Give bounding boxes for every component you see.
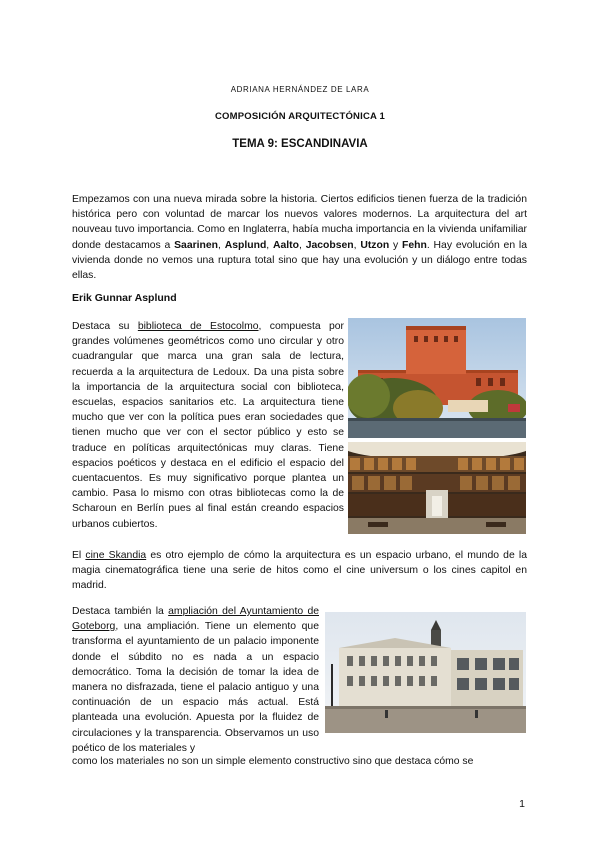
library-link[interactable]: biblioteca de Estocolmo	[137, 321, 259, 332]
topic-title: TEMA 9: ESCANDINAVIA	[232, 138, 368, 150]
architect-name: Jacobsen	[305, 239, 354, 251]
page-number: 1	[519, 798, 525, 810]
intro-paragraph: Empezamos con una nueva mirada sobre la historia. Ciertos edificios tienen fuerza de la tradición histórica pero con voluntad de marcar los nuevos valores modernos. La arquitectura del art nouveau tuvo importancia. Como en Inglaterra, había mucha importancia en la vivienda unifamiliar donde destacamos a Saarinen, Asplund, Aalto, Jacobsen, Utzon y Fehn. Hay evolución en la vivienda donde no vemos una ruptura total sino que hay una evolución y un diálogo entre todas ellas.	[72, 194, 527, 282]
author-name: ADRIANA HERNÁNDEZ DE LARA	[230, 85, 370, 94]
library-interior-photo	[348, 442, 526, 534]
stockholm-library-exterior-photo	[348, 318, 526, 438]
paragraph-cinema: El cine Skandia es otro ejemplo de cómo la arquitectura es un espacio urbano, el mundo de la magia cinematográfica tiene una serie de hitos como el cine universum o los cines capitol en madrid.	[72, 550, 527, 592]
paragraph-library: Destaca su biblioteca de Estocolmo, compuesta por grandes volúmenes geométricos como uno circular y otro cuadrangular que marca una gran sala de lectura, recuerda a la arquitectura de Ledoux. Da una pista sobre la importancia de la arquitectura social con biblioteca, escuelas, espacios sanitarios etc. La arquitectura tiene mucho que ver con la política pues eran sociedades que tienen mucho que ver con el sector público y esto se traduce en políticas arquitectónicas muy claras. Tiene espacios poéticos y destaca en el edificio el espacio del cuentacuentos. Es muy significativo porque plantea un cambio. Pasa lo mismo con otras bibliotecas como la de Scharoun en Berlín pues al final están creando espacios urbanos cubiertos.	[72, 321, 344, 530]
paragraph-continuation: como los materiales no son un simple elemento constructivo sino que destaca cómo se	[72, 756, 474, 767]
gothenburg-town-hall-photo	[325, 612, 526, 733]
paragraph-town-hall: Destaca también la ampliación del Ayuntamiento de Goteborg, una ampliación. Tiene un elemento que transforma el ayuntamiento de un palacio imponente donde el súbdito no es nada a un espacio democrático. Toma la decisión de tomar la idea de manera no disfrazada, tiene el palacio antiguo y una continuación de un espacio más actual. Está planteada una evolución. Apuesta por la fluidez de circulaciones y la transparencia. Observamos un uso poético de los materiales y	[72, 606, 319, 754]
architect-name: Asplund	[224, 239, 267, 251]
cinema-link[interactable]: cine Skandia	[85, 550, 147, 561]
architect-name: Saarinen	[174, 239, 219, 251]
architect-name: Fehn	[402, 239, 427, 251]
architect-name: Utzon	[360, 239, 390, 251]
town-hall-link[interactable]: ampliación del Ayuntamiento de Goteborg	[72, 606, 319, 633]
section-heading: Erik Gunnar Asplund	[72, 292, 177, 304]
course-title: COMPOSICIÓN ARQUITECTÓNICA 1	[214, 111, 386, 122]
architect-name: Aalto	[273, 239, 299, 251]
